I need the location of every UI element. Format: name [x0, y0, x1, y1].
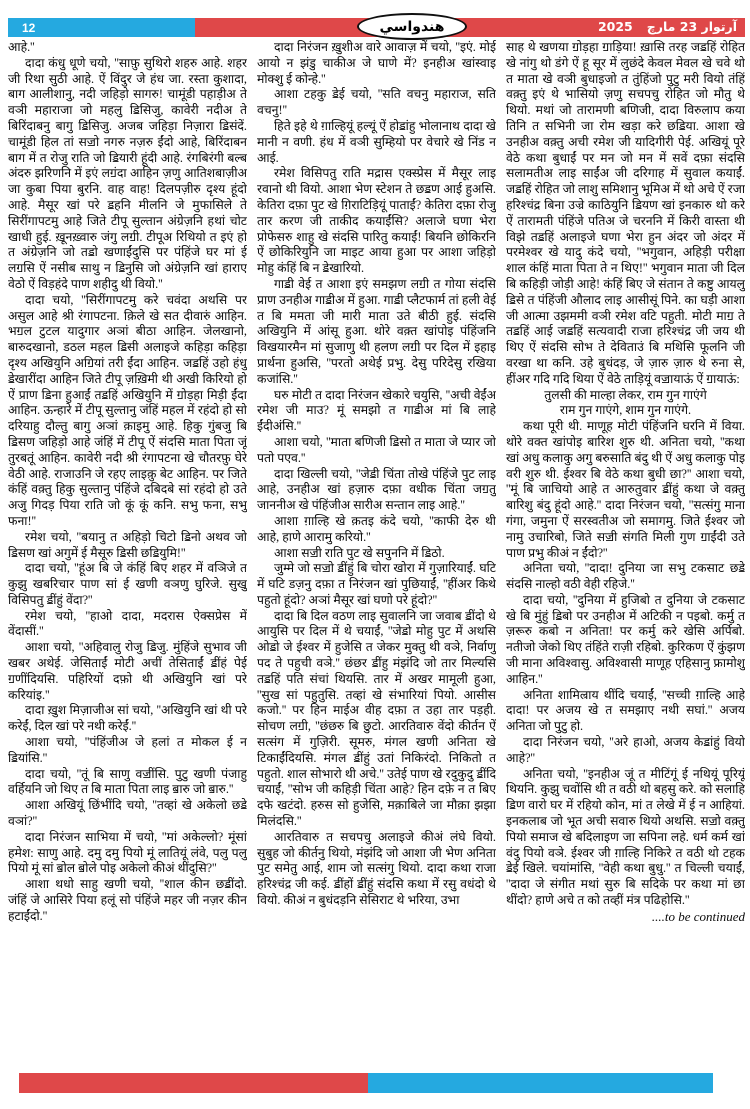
masthead-logo — [357, 13, 467, 40]
column-2 — [257, 40, 496, 1068]
paragraph: आशा चयो, ''पंहिंजीअ जे हलां त मोकल ई न ॾियांसि.'' — [8, 735, 247, 765]
paragraph: अनिता चयो, ''इनहीअ जूं त मीटिंगूं ई नथियूं पूरियूं थियनि. कुझु चवोंसि थी त वठी थो बहसु करे. को सलाहि ॾिण वारो घर में रहियो कोन, मां त लेखे में ई न आहियां. इनकलाब जो भूत अची सवारु थियो अथसि. सॼो वक़्तु पियो समाज खे बदिलाइण जा सपिना लहे. धर्म कर्म खां वंदु पियो वञे. ईश्वर जी ग़ाल्हि निकिरे त वठी थो टहक ॾेई खिले. चयांमांसि, ''वेही कथा बुधु.'' त चिल्ली चयाईं, ''दादा जे संगीत मथां सुरु बि सदिके पर कथा मां छा थींदो? हाणे अचे त को तव्हीं मंत्र पढिहोसि.'' — [506, 766, 745, 908]
paragraph: दादा चयो, ''हूंअ बि जे कंहिं बिए शहर में वञिजे त कुझु खबरिचार पाण सां ई खणी वञणु घुरिजे. सुखु विसिपतु ॾींहुं वेंदा?'' — [8, 561, 247, 607]
footer-bar-blue — [368, 1073, 713, 1093]
paragraph: गाॾी वेई त आशा इएं समझण लॻी त गोया संदसि प्राण उनहीअ गाॾीअ में हुआ. गाॾी प्लैटफार्म तां हली वेई त बि ममता जी मारी माता उते बीठी हुई. संदसि अखियुनि में आंसू हुआ. थोरे वक़्त खांपोइ पंहिंजनि विखयारमैन मां सुजाणु थी हलण लॻी पर दिल में इहाइ प्रार्थना हुअसि, ''परतो अथेई प्रभु. देसु परिदेसु रखिया कजांसि.'' — [257, 276, 496, 386]
paragraph: दादा बि दिल वठण लाइ सुवालनि जा जवाब ॾींदो थे आयुसि पर दिल में थे चयाईं, ''जेॾो मोहु पुट में अथसि ओॾो जे ईश्वर में हुजेसि त जेकर मुक्तु थी वञे, निर्वाणु पद ते पहुची वञे.'' छंछर ॾींहु मंझंदि जो तार मिल्यसि तॾहिं पति संचां थियसि. तार में अखर मामूली हुआ, ''सुख सां पहुतुसि. तव्हां खे संभारियां पियो. आसीस कजो.'' पर हिन माईअ वीह दफ़ा त उहा तार पड़ही. सोचण लॻी, ''छंछरु बि छुटो. आरतिवारु वेंदो कीर्तन ऐं सत्संग में गुज़िरी. सूमरु, मंगल खणी अनिता खे टिकाईंदियसि. मंगल ॾींहुं उतां निकिरंदो. निकितो त पहुतो. शाल सोभारो थी अचे.'' उतेई पाण खे रदुकुदु ॾींदि चयाईं, ''सोभ जी कहिड़ी चिंता आहे? हिन दफ़े न त बिए दफे खटंदो. हरुस सो हुजेसि, मक़ाबिले जा मौक़ा झझा मिलंदसि.'' — [257, 608, 496, 829]
paragraph: तुलसी की माल्हा लेकर, राम गुन गाएंगे — [544, 387, 707, 402]
masthead-title: هندواسي — [379, 18, 445, 35]
paragraph: आशा ग़ाल्हि खे क़तइ कंदे चयो, ''काफी देरु थी आहे, हाणे आरामु करियो.'' — [257, 513, 496, 544]
date-day-month: آرتوار 23 مارچ — [646, 19, 737, 35]
column-1 — [8, 40, 247, 1068]
paragraph: आशा सॼी राति पुट खे सपुननि में ॾिठो. — [274, 545, 445, 560]
paragraph: ....to be continued — [651, 908, 745, 924]
paragraph: दादा कंधु धूणे चयो, ''साफ़ु सुथिरो शहरु आहे. शहर जी रिथा सुठी आहे. ऐं विंदुर जे हंध जा. रस्ता कुशादा, बाग आलीशानु, नदी जहिड़ो सागरु! चामूंडी पहाड़ीअ ते वञी महाराजा जो महलु ॾिसिजु, कावेरी नदीअ ते बिरिंदाबनु बागु ॾिसिजु. अजब जहिड़ा निज़ारा ॾिसंदें. चामूंडी हिल तां सॼो नगरु नज़रु ईंदो आहे, बिरिंदाबन बाग में त रोजु राति जो ॾियारी हूंदी आहे. रंगबिरंगी बल्ब अंदरु झरिणनि में इएं लॻंदा आहिन ज़णु आतिशबाज़ीअ जा कुबा पिया बुरनि. वाह वाह! दिलपज़ीरु दृश्य हूंदो आहे. मैसूर खां परे ॾहनि मीलनि जे मुफासिले ते सिरींगापटमु आहे जिते टीपू सुल्तान अंग्रेज़नि हथां चोट खाधी हुई. ख़ूनख़्वारु जंगु लॻी. टीपूअ रिथियो त इएं हो त अंग्रेज़नि जो तॾो खणाईंदुसि पर पंहिंजे घर मां ई लॻसि ऐं नसीब साथु न ॾिनुसि जो अंग्रेज़नि खां हाराए वेठो ऐं विड़हंदे पाण शहीदु थी वियो.'' — [8, 55, 247, 291]
paragraph: कथा पूरी थी. माणूह मोटी पंहिंजनि घरनि में विया. थोरे वक्त खांपोइ बारिश शुरु थी. अनिता चयो, ''कथा खां अधु कलाकु अगु बरुसाति बंदु थी ऐं अधु कलाकु पोइ वरी शुरु थी. ईश्वर बि वेठे कथा बुधी छा?'' आशा चयो, ''मूं बि जाचियो आहे त आरुतुवार ॾींहुं कथा जे वक़्तु बारिशु बंदु हूंदो आहे.'' दादा निरंजन चयो, ''सत्संगु माना गंगा, जमुना ऐं सरस्वतीअ जो समागमु. जिते ईश्वर जो नामु उचारिबो, जिते सॼी संगति मिली गुण ॻाईंदी उते पाण प्रभु कीअं न ईंदो?'' — [506, 419, 745, 560]
paragraph: दादा निरंजन साभिया में चयो, ''मां अकेल्लो? मूंसां हमेश: साणु आहे. दमु दमु पियो मूं लातियूं लंवे, पलु पलु पियो मूं सां ॿोल ॿोले पोइ अकेलो कीअं थींदुसि?'' — [8, 829, 247, 876]
paragraph: साह थे खणया ॻोड़हा ॻाड़िया! ख़ासि तरह जॾहिं रोहित खे नांगु थो डंगे ऐं हू सूर में लुछंदे केवल मेवल खे चवे थो त माता खे वञी बुधाइजो त तुंहिंजो पुटु मरी वियो तंहिं वक़्तु इएं थे भासियो ज़णु सचपचु रोहित जो मौतु थे थियो. मथां जो तारामणी बणिजी, दादा विरुलाप कया तिनि त सभिनी जा रोम खड़ा करे छॾिया. आशा खे उनहीअ वक़्तु अची रमेश जी यादिगीरी पेई. अखियूं पूरे वेठे कथा बुधाईं पर मन जो मन में सवें दफ़ा संदसि सलामतीअ लाइ साईंअ जी दरिगाह में सुवाल कयाईं. जॾहिं रोहित जो लाशु समिशानु भूमिअ में थो अचे ऐं रजा हरिश्चंद्र बिना उज्रे काठियुनि ॾियण खां इनकारु थो करे ऐं तारामती पंहिंजे पतिअ जे चरननि में किरी वास्ता थी विझे तॾहिं अलाइजे घणा भेरा हुन अंदर जो अंदर में परमेश्वर खे यादु कंदे चयो, ''भगुवान, अहिड़ी परीक्षा शाल कंहिं माता पिता ते न थिए!'' भगुवान माता जी दिल बि कहिड़ी जोड़ी आहे! कंहिं बिए जे संतान ते कष्टु आयलु ॾिसे त पंहिंजी औलाद लाइ आसीसूं पिने. का घड़ी आशा जी आत्मा उझममी वञी रमेश वटि पहुती. मोटी माॻ ते तॾहिं आई जॾहिं सत्यवादी राजा हरिश्चंद्र जी जय थी थिए ऐं संदसि सोभ ते देविताउं बि मथिसि फूलनि जी वरखा था कनि. उहे बुधंदड़, जे ज़ारु ज़ारु थे रुना से, हींअर गदि गदि थिया ऐं वेठे ताड़ियूं वॼायाऊं ऐं ॻायाऊं: — [506, 40, 745, 386]
paragraph: आशा चयो, ''अहिवालु रोजु ॾिजु. मुंहिंजे सुभाव जी खबर अथेई. जेसिताईं मोटी अचीं तेसिताईं ॾींहं पेई ॻणींदियसि. पहिरियों दफ़ो थी अखियुनि खां परे करियांइ.'' — [8, 640, 247, 702]
paragraph: दादा निरंजन ख़ुशीअ वारे आवाज़ में चयो, ''इएं. मोई आयो न झंडु चाकीअ जे घाणे में? इनहीअ खांस्वाइ मोक्शु ई कोन्हे.'' — [257, 40, 496, 86]
paragraph: अनिता चयो, ''दादा! दुनिया जा सभु टकसाट छॾे संदसि नाल्हो वठी वेही रहिजे.'' — [506, 561, 745, 592]
paragraph: दादा चयो, ''तूं बि साणु वॼींसि. पुटु खणी पंजाहु वर्हियनि जो थिए त बि माता पिता लाइ ॿारु जो ॿारु.'' — [8, 766, 247, 797]
paragraph: राम गुन गाएंगे, शाम गुन गाएंगे. — [559, 403, 692, 418]
paragraph: जुम्मे जो सॼो ॾींहुं बि चोरा खोरा में गुज़ारियाईं. घटि में घटि डज़नु दफ़ा त निरंजन खां पुछियाईं, ''हींअर किथे पहुतो हूंदो? अञां मैसूर खां घणो परे हूंदो?'' — [257, 561, 496, 607]
paragraph: रमेश विसिपतु राति मद्रास एक्स्प्रेस में मैसूर लाइ रवानो थी वियो. आशा भेण स्टेशन ते छॾण आई हुअसि. केतिरा दफ़ा पुट खे ग़िराटिड़ियूं पाताईं? केतिरा दफ़ा रोजु तार करण जी ताकीद कयाईंसि? अलाजे घणा भेरा प्रोफेसरु शाहु खे संदसि पारितु कयाईं! बियनि छोकिरनि ऐं छोकिरियुनि जा माइट आया हुआ पर आशा जहिड़ो मोहु कंहिं बि न ॾेखारियो. — [257, 166, 496, 276]
paragraph: दादा खिल्ली चयो, ''जेॾी चिंता तोखे पंहिंजे पुट लाइ आहे, उनहीअ खां हज़ारु दफ़ा वधीक चिंता जॻतु जाननीअ खे पंहिंजीअ सारीअ सन्तान लाइ आहे.'' — [257, 466, 496, 513]
paragraph: आहे.'' — [8, 40, 35, 54]
paragraph: दादा चयो, ''सिरींगापटमु करे चवंदा अथसि पर असुल आहे श्री रंगापटना. क़िले खे सत दीवारुं आहिन. भॻल टुटल यादुगार अञां बीठा आहिन. जेलखानो, बारुदखानो, डठल महल ॾिसी अलाइजे कहिड़ा कहिड़ा दृश्य अखियुनि अॻियां तरी ईंदा आहिन. जॾहिं उहो हंधु ॾेखारींदा आहिन जिते टीपू ज़ख़िमी थी अखी किरियो हो ऐं प्राण ॾिना हुआईं तॾहिं अखियुनि में ॻोड़हा मिड़ी ईंदा आहिन. ऊन्हारे में टीपू सुल्तानु जंहिं महल में रहंदो हो सो दरियाहु दौल्तु बागु अञां क़ाइमु आहे. हिकु गुंबजु बि ॾिसण जहिड़ो आहे जंहिं में टीपू ऐं संदसि माता पिता जूं तुरबतूं आहिन. कावेरी नदी श्री रंगापटना खे चौतरफ़ु घेरे वेठी आहे. राजाउनि जे रहए लाइक़ु बेट आहिन. पर जिते कंहिं वक़्तु हिकु सुल्तानु पंहिंजे दबिदबे सां रहंदो हो उते अजु गिदड़ पिया राति जो कूं कूं कनि. सभु फना, सभु फना!'' — [8, 292, 247, 528]
page-header — [8, 18, 745, 37]
paragraph: रमेश चयो, ''हाओ दादा, मदरास ऐक्सप्रेस में वेंदासीं.'' — [8, 608, 247, 639]
column-3 — [506, 40, 745, 1068]
page-number: 12 — [22, 20, 36, 35]
article-columns — [8, 40, 745, 1068]
header-left-bar — [8, 18, 195, 37]
date-year: 2025 — [597, 19, 633, 35]
paragraph: अनिता शामिल्राय थींदि चयाईं, ''सच्ची ग़ाल्हि आहे दादा! पर अजय खे त समझाए नथी सघां.'' अजय अनिता जो पुटु हो. — [506, 687, 745, 734]
paragraph: दादा चयो, ''दुनिया में हुजिबो त दुनिया जे टकसाट खे बि मुंहुं ॾिबो पर उनहीअ में अटिकी न पइबो. कर्मु त ज़रूरु कबो न अनिता! पर कर्मु करे खेसि अर्पिबो. नतीजो जेको थिए तंहिंते राज़ी रहिबो. कुरिकण ऐं कुंझण जी माना अविश्वासु. अविश्वासी माणूह एहिसानु फ्रामोशु आहिन.'' — [506, 592, 745, 686]
header-right-bar — [195, 18, 745, 37]
paragraph: हिते इहे थे ग़ाल्हियूं हल्यूं ऐं होॾांहु भोलानाथ दादा खे मानी न वणी. हंध में वञी सुम्हियो पर वेचारे खे निंड न आई. — [257, 118, 496, 165]
paragraph: घरु मोटी त दादा निरंजन खेकारे चयुसि, ''अची वेईंअ रमेश जी माउ? मूं समझो त गाॾीअ मां बि लाहे ईंदीअंसि.'' — [257, 387, 496, 434]
paragraph: रमेश चयो, ''बयानु त अहिड़ो चिटो ॾिनो अथव जो ॾिसण खां अगुमें ई मैसूरु ॾिसी छॾियुमि!'' — [8, 529, 247, 560]
paragraph: आशा अखियूं छिंभींदि चयो, ''तव्हां खे अकेलो छॾे वञां?'' — [8, 798, 247, 829]
paragraph: आशा टहकु ॾेई चयो, ''सति वचनु महाराज, सति वचनु!'' — [257, 87, 496, 118]
paragraph: आशा चयो, ''माता बणिजी ॾिसो त माता जे प्यार जो पतो पएव.'' — [257, 434, 496, 465]
paragraph: आरतिवारु त सचपचु अलाइजे कीअं लंघे वियो. सुबुह जो कीर्तनु थियो, मंझंदि जो आशा जी भेण अनिता पुट समेतु आई, शाम जो सत्संगु थियो. दादा कथा राजा हरिश्चंद्र जी कई. ॾींहों ॾींहुं संदसि कथा में रसु वधंदो थे वियो. कीअं न बुधंदड़नि सेसिराट थे भरिया, उभा — [257, 829, 496, 908]
paragraph: दादा ख़ुश मिज़ाजीअ सां चयो, ''अखियुनि खां थी परे करेईं, दिल खां परे नथी करेईं.'' — [8, 703, 247, 734]
paragraph: दादा निरंजन चयो, ''अरे हाओ, अजय केॾांहुं वियो आहे?'' — [506, 735, 745, 765]
paragraph: आशा थधो साहु खणी चयो, ''शाल कीन छॾींदो. जंहिं जे आसिरे पिया हलूं सो पंहिंजे महर जी नज़र कीन हटाईंदो.'' — [8, 877, 247, 923]
footer-bar-red — [19, 1073, 368, 1093]
